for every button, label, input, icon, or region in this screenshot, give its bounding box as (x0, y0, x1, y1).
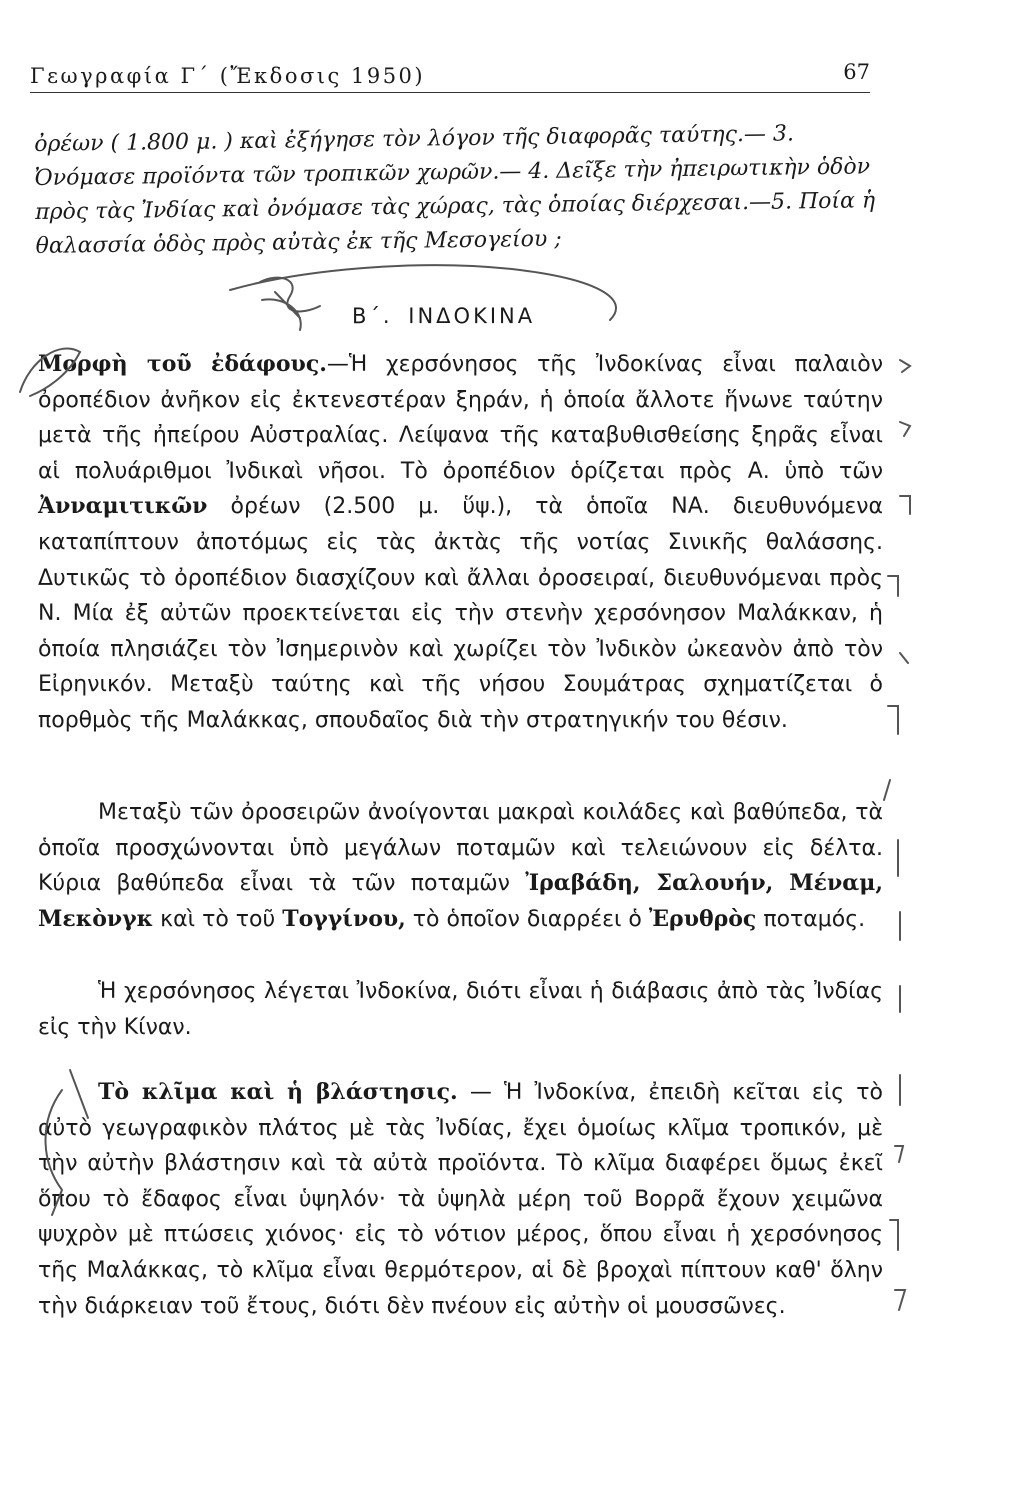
paragraph-climate (38, 1075, 883, 1324)
relief-text-1: —Ἡ χερσόνησος τῆς Ἰνδοκίνας εἶναι παλαιὸν ὀροπέδιον ἀνῆκον εἰς ἐκτενεστέραν ξηράν, ἡ ὁποία ἄλλοτε ἥνωνε ταύτην μετὰ τῆς ἠπείρου Αὐστραλίας. Λείψανα τῆς καταβυθισθείσης ξηρᾶς εἶναι αἱ πολυάριθμοι Ἰνδικαὶ νῆσοι. Τὸ ὀροπέδιον ὁρίζεται πρὸς Α. ὑπὸ τῶν (38, 352, 883, 484)
running-header (30, 60, 870, 93)
section-title: ΙΝΔΟΚΙΝΑ (408, 304, 536, 328)
paragraph-valleys (38, 795, 883, 937)
rivers-bold-list: Ἰραβάδη, Σαλουήν, Μέναμ, Μεκὸνγκ (38, 870, 883, 932)
tonkin-bold: Τογγίνου, (282, 905, 406, 932)
section-number: Β΄. (352, 304, 393, 328)
paragraph-relief (38, 347, 883, 739)
exercise-questions: ὀρέων ( 1.800 μ. ) καὶ ἐξήγησε τὸν λόγον τῆς διαφορᾶς ταύτης.— 3. Ὀνόμασε προϊόντα τῶν τροπικῶν χωρῶν.— 4. Δεῖξε τὴν ἠπειρωτικὴν ὁδὸν πρὸς τὰς Ἰνδίας καὶ ὀνόμασε τὰς χώρας, τὰς ὁποίας διέρχεσαι.—5. Ποία ἡ θαλασσία ὁδὸς πρὸς αὐτὰς ἐκ τῆς Μεσογείου ; (34, 121, 876, 259)
pencil-right-brackets (888, 360, 910, 1310)
pencil-scribble-mark (260, 278, 320, 330)
pencil-tick-mark (884, 780, 890, 800)
relief-text-2: ὀρέων (2.500 μ. ὕψ.), τὰ ὁποῖα ΝΑ. διευθυνόμενα καταπίπτουν ἀποτόμως εἰς τὰς ἀκτὰς τῆς νοτίας Σινικῆς θαλάσσης. Δυτικῶς τὸ ὀροπέδιον διασχίζουν καὶ ἄλλαι ὀροσειραί, διευθυνόμεναι πρὸς Ν. Μία ἐξ αὐτῶν προεκτείνεται εἰς τὴν στενὴν χερσόνησον Μαλάκκαν, ἡ ὁποία πλησιάζει τὸν Ἰσημερινὸν καὶ χωρίζει τὸν Ἰνδικὸν ὠκεανὸν ἀπὸ τὸν Εἰρηνικόν. Μεταξὺ ταύτης καὶ τῆς νήσου Σουμάτρας σχηματίζεται ὁ πορθμὸς τῆς Μαλάκκας, σπουδαῖος διὰ τὴν στρατηγικήν του θέσιν. (38, 494, 883, 733)
valleys-text-3: τὸ ὁποῖον διαρρέει ὁ (405, 906, 649, 932)
climate-text: — Ἡ Ἰνδοκίνα, ἐπειδὴ κεῖται εἰς τὸ αὐτὸ γεωγραφικὸν πλάτος μὲ τὰς Ἰνδίας, ἔχει ὁμοίως κλῖμα τροπικόν, μὲ τὴν αὐτὴν βλάστησιν καὶ τὰ αὐτὰ προϊόντα. Τὸ κλῖμα διαφέρει ὅμως ἐκεῖ ὅπου τὸ ἔδαφος εἶναι ὑψηλόν· τὰ ὑψηλὰ μέρη τοῦ Βορρᾶ ἔχουν χειμῶνα ψυχρὸν μὲ πτώσεις χιόνος· εἰς τὸ νότιον μέρος, ὅπου εἶναι ἡ χερσόνησος τῆς Μαλάκκας, τὸ κλῖμα εἶναι θερμότερον, αἱ δὲ βροχαὶ πίπτουν καθ' ὅλην τὴν διάρκειαν τοῦ ἔτους, διότι δὲν πνέουν εἰς αὐτὴν οἱ μουσσῶνες. (38, 1080, 883, 1319)
section-heading (352, 304, 535, 328)
valleys-text-4: ποταμός. (756, 906, 866, 932)
run-in-heading-climate: Τὸ κλῖμα καὶ ἡ βλάστησις. (98, 1079, 458, 1105)
valleys-text-1: Μεταξὺ τῶν ὀροσειρῶν ἀνοίγονται μακραὶ κοιλάδες καὶ βαθύπεδα, τὰ ὁποῖα προσχώνονται ὑπὸ μεγάλων ποταμῶν καὶ τελειώνουν εἰς δέλτα. Κύρια βαθύπεδα εἶναι τὰ τῶν ποταμῶν (38, 800, 883, 897)
page-number: 67 (843, 60, 870, 84)
header-title: Γεωγραφία Γ΄ (Ἔκδοσις 1950) (30, 64, 426, 88)
run-in-heading-relief: Μορφὴ τοῦ ἐδάφους. (38, 351, 327, 377)
paragraph-name-origin (38, 974, 883, 1045)
red-river-bold: Ἐρυθρὸς (648, 905, 757, 932)
name-origin-text: Ἡ χερσόνησος λέγεται Ἰνδοκίνα, διότι εἶναι ἡ διάβασις ἀπὸ τὰς Ἰνδίας εἰς τὴν Κίναν. (38, 979, 883, 1040)
relief-bold-term: Ἀνναμιτικῶν (38, 493, 208, 520)
valleys-text-2: καὶ τὸ τοῦ (153, 906, 283, 932)
